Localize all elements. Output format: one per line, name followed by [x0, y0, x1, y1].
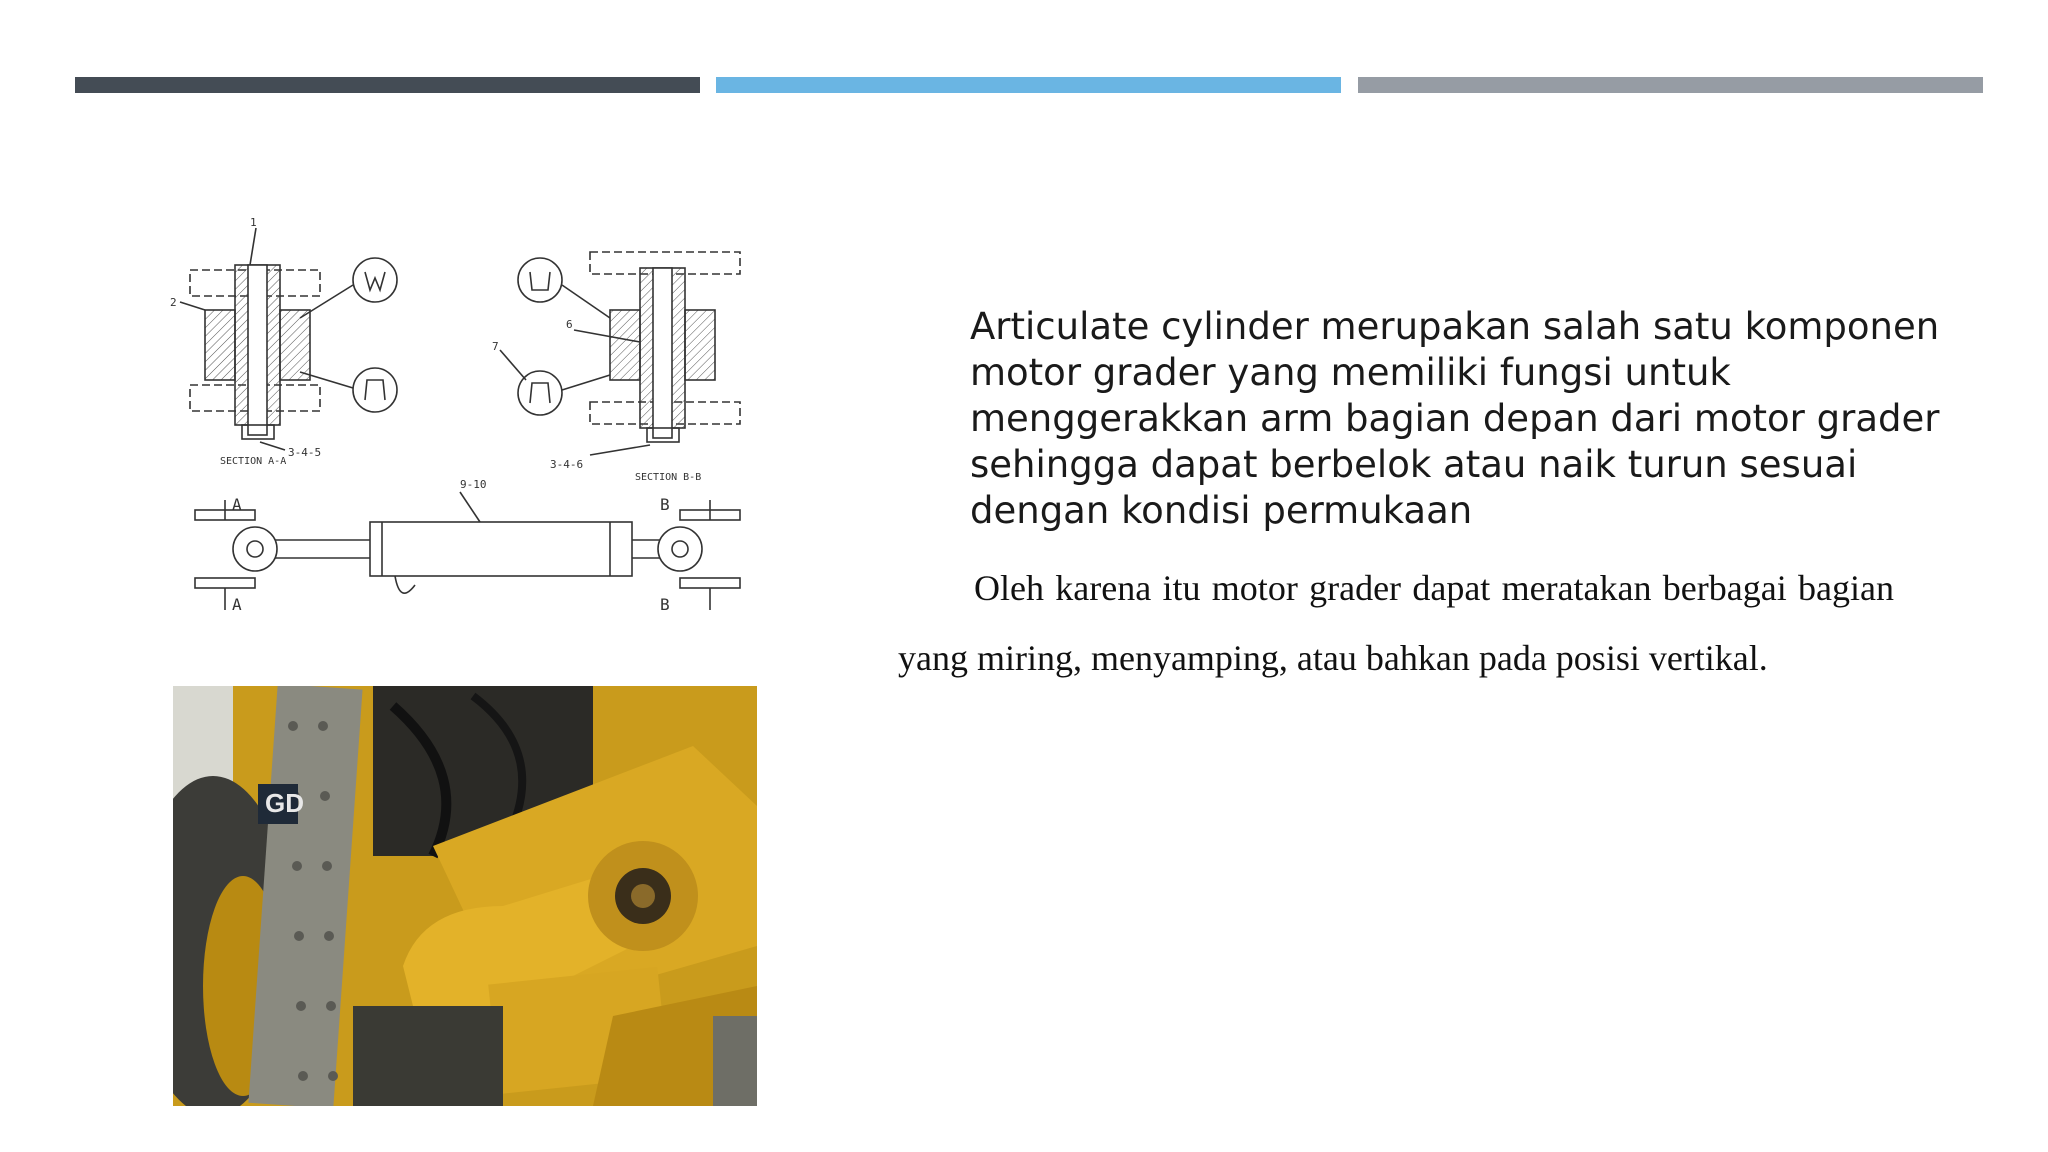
header-bar-dark — [75, 77, 700, 93]
callout-3-4-5: 3-4-5 — [288, 446, 322, 459]
callout-1: 1 — [250, 216, 257, 229]
paragraph-articulate-cylinder: Articulate cylinder merupakan salah satu komponen motor grader yang memiliki fungsi untuk menggerakkan arm bagian depan dari motor grader sehingga dapat berbelok atau naik turun sesuai dengan kondisi permukaan — [970, 305, 1940, 532]
callout-7: 7 — [492, 340, 499, 353]
callout-3-4-6: 3-4-6 — [550, 458, 584, 471]
section-b-label: SECTION B-B — [635, 472, 702, 483]
motor-grader-cylinder-photo — [173, 686, 757, 1106]
marker-a-top: A — [232, 495, 242, 514]
callout-2: 2 — [170, 296, 177, 309]
marker-a-bottom: A — [232, 595, 242, 614]
header-bar-gray — [1358, 77, 1983, 93]
photo-machine-label: GD — [265, 788, 304, 818]
marker-b-top: B — [660, 495, 670, 514]
callout-9-10: 9-10 — [460, 478, 487, 491]
articulate-cylinder-technical-drawing — [170, 210, 760, 660]
marker-b-bottom: B — [660, 595, 670, 614]
paragraph-motor-grader-function: Oleh karena itu motor grader dapat meratakan berbagai bagian yang miring, menyamping, atau bahkan pada posisi vertikal. — [898, 568, 1894, 678]
header-bar-blue — [716, 77, 1341, 93]
section-a-label: SECTION A-A — [220, 456, 287, 467]
callout-6: 6 — [566, 318, 573, 331]
